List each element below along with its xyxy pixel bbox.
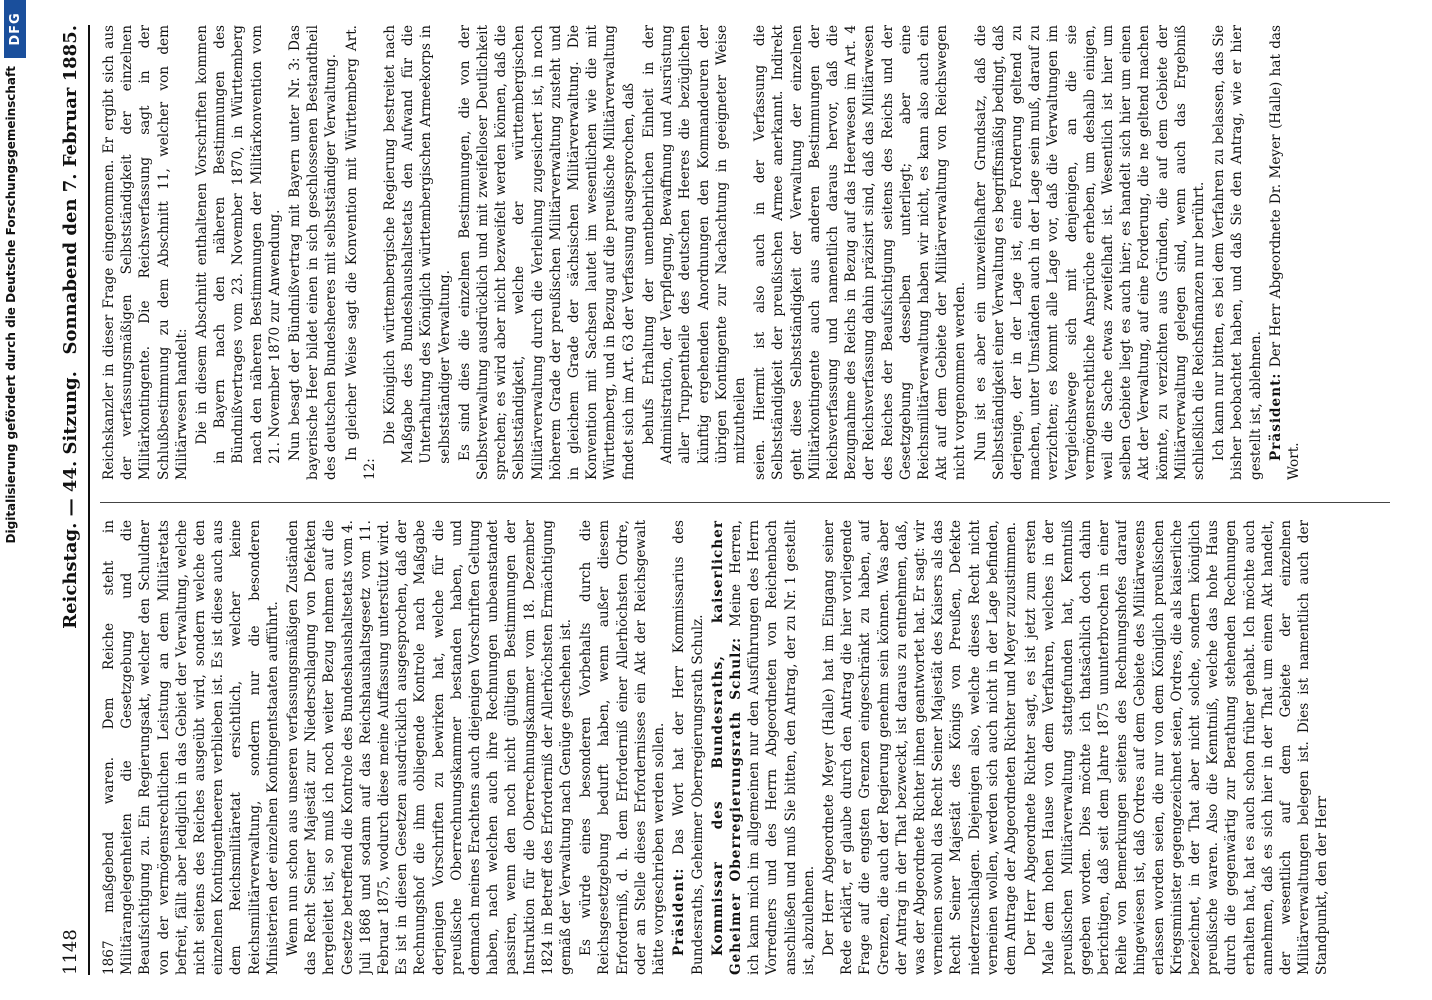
paragraph: Es würde eines besonderen Vorbehalts durch die Reichsgesetzgebung bedurft haben, wenn außer diesem Erforderniß, d. h. dem Erforderniß einer Allerhöchsten Ordre, oder an Stelle dieses Erfordernisses ein Akt der Reichsgewalt hätte vorgeschrieben werden sollen. [578,520,668,975]
paragraph: Reichskanzler in dieser Frage eingenommen. Er ergibt sich aus der verfassungsmäßigen Selbstständigkeit der einzelnen Militärkontingente. Die Reichsverfassung sagt in der Schlußbestimmung zu dem Abschnitt 11, welcher von dem Militärwesen handelt: [101,25,190,480]
paragraph: In gleicher Weise sagt die Konvention mit Württemberg Art. 12: [343,25,378,480]
dfg-logo: DFG [4,0,26,58]
speaker-paragraph: Präsident: Das Wort hat der Herr Kommissarius des Bundesraths, Geheimer Oberregierungsrath Schulz. [671,520,706,975]
speaker-paragraph: Präsident: Der Herr Abgeordnete Dr. Meyer (Halle) hat das Wort. [1267,25,1302,480]
right-column [100,25,1400,480]
session-date: Sonnabend den 7. Februar 1885. [60,25,81,355]
quoted-paragraph: behufs Erhaltung der unentbehrlichen Einheit in der Administration, der Verpflegung, Bewaffnung und Ausrüstung aller Truppentheile des deutschen Heeres die bezüglichen künftig ergehenden Anordnungen den Kommandeuren der übrigen Kontingente zur Nachachtung in geeigneter Weise mitzutheilen [640,25,748,464]
paragraph: Nun ist es aber ein unzweifelhafter Grundsatz, daß die Selbstständigkeit einer Verwaltung es begriffsmäßig bedingt, daß derjenige, der in der Lage ist, eine Forderung geltend zu machen, unter Umständen auch in der Lage sein muß, darauf zu verzichten; es kommt alle Lage vor, daß die Verwaltungen im Vergleichswege sich mit denjenigen, an die sie vermögensrechtliche Ansprüche erheben, um deshalb einigen, weil die Sache etwas zweifelhaft ist. Wesentlich ist hier um selben Gebiete liegt es auch hier; es handelt sich hier um einen Akt der Verwaltung, auf eine Forderung, die ne geltend machen könnte, zu verzichten aus Gründen, die auf dem Gebiete der Militärverwaltung gelegen sind, wenn auch das Ergebniß schließlich die Reichsfinanzen nur berührt. [972,25,1207,480]
paragraph: 1867 maßgebend waren. Dem Reiche steht in Militärangelegenheiten die Gesetzgebung und die Beaufsichtigung zu. Ein Regierungsakt, welcher den Schuldner von der vermögensrechtlichen Leistung an dem Militäretats befreit, fällt aber lediglich in das Gebiet der Verwaltung, welche nicht seitens des Reiches ausgeübt wird, sondern welche den einzelnen Kontingentheeren verblieben ist. Es ist diese auch aus dem Reichsmilitäretat ersichtlich, welcher keine Reichsmilitärverwaltung, sondern nur die besonderen Ministerien der einzelnen Kontingentstaaten aufführt. [101,520,281,975]
protocol-page [60,0,1420,1000]
paragraph: Der Herr Abgeordnete Richter sagt, es ist jetzt zum ersten Male dem hohen Hause von dem Verfahren, welches in der preußischen Militärverwaltung stattgefunden hat, Kenntniß gegeben worden. Dies möchte ich thatsächlich doch dahin berichtigen, daß seit dem Jahre 1875 ununterbrochen in einer Reihe von Bemerkungen seitens des Rechnungshofes darauf hingewiesen ist, daß Ordres auf dem Gebiete des Militärwesens erlassen worden seien, die nur von dem Königlich preußischen Kriegsminister gegengezeichnet seien, Ordres, die als kaiserliche bezeichnet, in der That aber nicht solche, sondern königlich preußische waren. Also die Kenntniß, welche das hohe Haus durch die gegenwärtig zur Berathung stehenden Rechnungen erhalten hat, hat es auch schon früher gehabt. Ich möchte auch annehmen, daß es sich hier in der That um einen Akt handelt, der wesentlich auf dem Gebiete der einzelnen Militärverwaltungen belegen ist. Dies ist namentlich auch der Standpunkt, den der Herr [1023,520,1331,975]
quoted-paragraph: Die Königlich württembergische Regierung bestreitet nach Maßgabe des Bundeshaushaltsetats den Aufwand für die Unterhaltung des Königlich württembergischen Armeekorps in selbstständiger Verwaltung. [382,25,453,464]
quoted-paragraph: Die in diesem Abschnitt enthaltenen Vorschriften kommen in Bayern nach den näheren Bestimmungen des Bündnißvertrages vom 23. November 1870, in Württemberg nach den näheren Bestimmungen der Militärkonvention vom 21. November 1870 zur Anwendung. [194,25,283,464]
column-divider [100,502,1390,503]
left-column [100,520,1400,975]
digitization-margin [0,0,48,1000]
paragraph: seien. Hiermit ist also auch in der Verfassung die Selbstständigkeit der preußischen Armee anerkannt. Indirekt geht diese Selbstständigkeit der Verwaltung der einzelnen Militärkontingente auch aus anderen Bestimmungen der Reichsverfassung und namentlich daraus hervor, daß die Bezugnahme des Reichs in Bezug auf das Heerwesen im Art. 4 der Reichsverfassung dahin präzisirt sind, daß das Militärwesen des Reiches der Beaufsichtigung seitens des Reichs und der Gesetzgebung desselben unterliegt; aber eine Reichsmilitärverwaltung haben wir nicht, es kann also auch ein Akt auf dem Gebiete der Militärverwaltung von Reichswegen nicht vorgenommen werden. [752,25,969,480]
page-number: 1148 [60,929,81,975]
speaker-name: Kommissar des Bundesraths, kaiserlicher Geheimer Oberregierungsrath Schulz: [709,520,744,975]
paragraph: Wenn nun schon aus unseren verfassungsmäßigen Zuständen das Recht Seiner Majestät zur Niederschlagung von Defekten hergeleitet ist, so muß ich noch weiter Bezug nehmen auf die Gesetze betreffend die Kontrole des Bundeshaushaltsetats vom 4. Juli 1868 und sodann auf das Reichshaushaltsgesetz vom 11. Februar 1875, wodurch diese meine Auffassung unterstützt wird. Es ist in diesen Gesetzen ausdrücklich ausgesprochen, daß der Rechnungshof die ihm obliegende Kontrole nach Maßgabe derjenigen Vorschriften zu bewirken hat, welche für die preußische Oberrechnungskammer bestanden haben, und demnach meines Erachtens auch diejenigen Vorschriften Geltung haben, nach welchen auch ihre Rechnungen unbeanstandet passiren, wenn den noch nicht gültigen Bestimmungen der Instruktion für die Oberrechnungskammer vom 18. Dezember 1824 in Betreff des Erforderniß der Allerhöchsten Ermächtigung gemäß der Verwaltung nach Genüge geschehen ist. [285,520,575,975]
paragraph: Nun besagt der Bündnißvertrag mit Bayern unter Nr. 3: Das bayerische Heer bildet einen in sich geschlossenen Bestandtheil des deutschen Bundesheeres mit selbstständiger Verwaltung. [287,25,340,480]
paragraph: Es sind dies die einzelnen Bestimmungen, die von der Selbstverwaltung ausdrücklich und mit zweifelloser Deutlichkeit sprechen; es wird aber nicht bezweifelt werden können, daß die Selbstständigkeit, welche der württembergischen Militärverwaltung durch die Verleihung zugesichert ist, in noch höherem Grade der preußischen Militärverwaltung zusteht und in gleichem Grade der sächsischen Militärverwaltung. Die Konvention mit Sachsen lautet im wesentlichen wie die mit Württemberg, und in Bezug auf die preußische Militärverwaltung findet sich im Art. 63 der Verfassung ausgesprochen, daß [456,25,637,480]
digitization-note: Digitalisierung gefördert durch die Deutsche Forschungsgemeinschaft [4,66,18,544]
page-header [60,25,90,975]
speaker-name: Präsident: [671,867,688,956]
paragraph: Der Herr Abgeordnete Meyer (Halle) hat im Eingang seiner Rede erklärt, er glaube durch den Antrag die hier vorliegende Frage auf die engsten Grenzen eingeschränkt zu haben, auf Grenzen, die auch der Regierung genehm sein können. Was aber der Antrag in der That bezweckt, ist daraus zu entnehmen, daß, was der Abgeordnete Richter ihnen geantwortet hat. Er sagt: wir verneinen sowohl das Recht Seiner Majestät des Kaisers als das Recht Seiner Majestät des Königs von Preußen, Defekte niederzuschlagen. Diejenigen also, welche dieses Recht nicht verneinen wollen, werden sich auch nicht in der Lage befinden, dem Antrage der Abgeordneten Richter und Meyer zuzustimmen. [820,520,1019,975]
speaker-name: Präsident: [1267,372,1284,461]
speaker-paragraph: Kommissar des Bundesraths, kaiserlicher Geheimer Oberregierungsrath Schulz: Meine Herren, ich kann mich im allgemeinen nur den Ausführungen des Herrn Vorredners und des Herrn Abgeordneten von Reichenbach anschließen und muß Sie bitten, den Antrag, der zu Nr. 1 gestellt ist, abzulehnen. [709,520,817,975]
session-title: Reichstag. — 44. Sitzung. [60,371,81,629]
paragraph: Ich kann nur bitten, es bei dem Verfahren zu belassen, das Sie bisher beobachtet haben, und daß Sie den Antrag, wie er hier gestellt ist, ablehnen. [1211,25,1264,480]
